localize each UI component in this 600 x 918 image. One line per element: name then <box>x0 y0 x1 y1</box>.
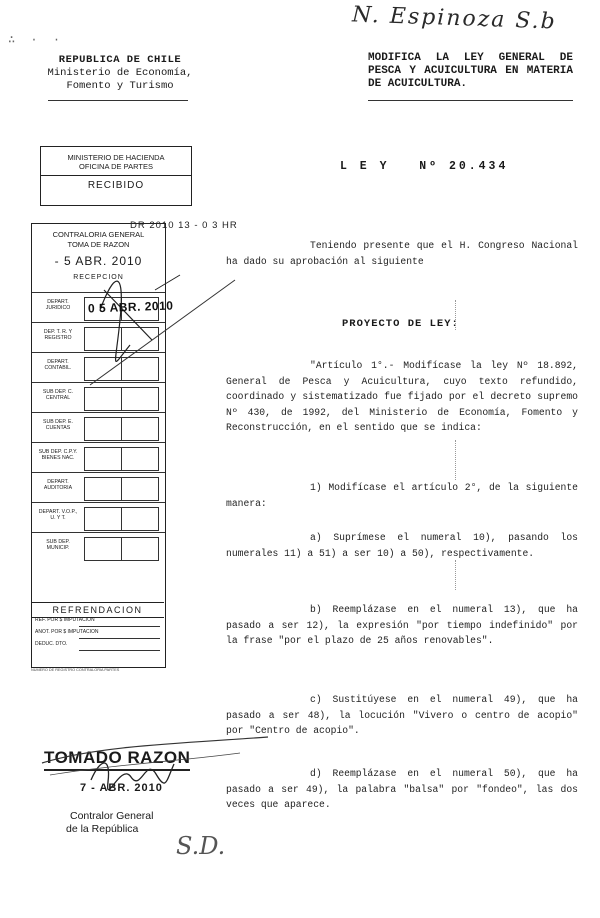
item-b: b) Reemplázase en el numeral 13), que ha pasado a ser 12), la expresión "por tiempo indefinido" por la frase "por el plazo de 25 años renovables". <box>226 604 578 646</box>
contraloria-row <box>32 532 165 563</box>
contraloria-title-line-1: CONTRALORIA GENERAL <box>52 230 145 239</box>
recepcion-label: RECEPCION <box>73 274 124 281</box>
header-left-rule <box>48 100 188 101</box>
refrendacion-line <box>31 642 164 654</box>
row-label: DEPART. AUDITORIA <box>43 479 73 492</box>
refrendacion-section <box>31 602 164 666</box>
header-issuer <box>40 54 200 93</box>
ministry-line-1: Ministerio de Economía, <box>47 67 193 79</box>
form-fineprint: NUMERO DE REGISTRO CONTRALORIA PARTES <box>31 668 120 672</box>
stamp-ministry: MINISTERIO DE HACIENDA <box>67 153 165 162</box>
item-1: 1) Modifícase el artículo 2°, de la siguiente manera: <box>226 482 578 509</box>
contraloria-title <box>32 230 165 250</box>
contraloria-date: - 5 ABR. 2010 <box>54 254 143 268</box>
handwritten-initials: S.D. <box>176 832 226 860</box>
row-label: DEPART. V.O.P., U. Y T. <box>38 509 78 522</box>
binding-dots <box>455 440 458 480</box>
binding-dots <box>455 560 458 590</box>
document-title: MODIFICA LA LEY GENERAL DE PESCA Y ACUICULTURA EN MATERIA DE ACUICULTURA. <box>368 52 573 90</box>
row-label: SUB DEP. C. CENTRAL <box>42 389 74 402</box>
proyecto-heading: PROYECTO DE LEY: <box>342 318 459 330</box>
row-label: SUB DEP. E. CUENTAS <box>43 419 73 432</box>
row-label: SUB DEP. MUNICIP. <box>46 539 70 552</box>
margin-marks: ∴ · · <box>8 33 65 47</box>
row-label: DEP. T. R. Y REGISTRO <box>43 329 73 342</box>
contralor-line-2: de la República <box>66 823 139 835</box>
contralor-line-1: Contralor General <box>70 810 154 822</box>
law-number-value: Nº 20.434 <box>419 160 509 173</box>
contraloria-time-stamp: DR 2010 13 - 0 3 HR <box>130 220 238 231</box>
tomado-razon-date: 7 - ABR. 2010 <box>80 782 163 794</box>
tomado-razon-stamp: TOMADO RAZON <box>44 748 190 771</box>
contraloria-row <box>32 502 165 533</box>
law-number <box>340 160 508 173</box>
handwritten-note: N. Espinoza S.b <box>351 2 558 35</box>
row-label: DEPART. CONTABIL. <box>44 359 72 372</box>
republic-label: REPUBLICA DE CHILE <box>58 54 182 66</box>
row-label: SUB DEP. C.P.Y. BIENES NAC. <box>38 449 78 462</box>
ministry-line-2: Fomento y Turismo <box>66 80 174 92</box>
stamp-received: RECIBIDO <box>87 180 145 191</box>
refrendacion-title: REFRENDACION <box>31 602 164 618</box>
item-c: c) Sustitúyese en el numeral 49), que ha pasado a ser 48), la locución "Vivero o centro de acopio" por "Centro de acopio". <box>226 694 578 736</box>
contraloria-row <box>32 412 165 443</box>
refrendacion-line-label: REF. POR $ IMPUTACION <box>35 617 95 623</box>
article-1: "Artículo 1°.- Modifícase la ley Nº 18.892, General de Pesca y Acuicultura, cuyo texto refundido, coordinado y sistematizado fue fijado por el decreto supremo Nº 430, de 1992, del Ministerio de Economía, Fomento y Reconstrucción, en el sentido que se indica: <box>226 360 578 433</box>
contraloria-row <box>32 472 165 503</box>
row-label: DEPART. JURIDICO <box>45 299 71 312</box>
recepcion-date-stamp: 0 5 ABR. 2010 <box>87 298 174 316</box>
contraloria-row <box>32 442 165 473</box>
law-label: L E Y <box>340 160 390 173</box>
item-a: a) Suprímese el numeral 10), pasando los numerales 11) a 51) a ser 10) a 50), respectivamente. <box>226 532 578 559</box>
intro-paragraph: Teniendo presente que el H. Congreso Nacional ha dado su aprobación al siguiente <box>226 240 578 267</box>
refrendacion-line-label: DEDUC. DTO. <box>35 641 68 647</box>
binding-dots <box>455 300 458 330</box>
hacienda-received-stamp <box>40 146 192 206</box>
header-right-rule <box>368 100 573 101</box>
stamp-office: OFICINA DE PARTES <box>79 162 153 171</box>
refrendacion-line-label: ANOT. POR $ IMPUTACION <box>35 629 99 635</box>
item-d: d) Reemplázase en el numeral 50), que ha pasado a ser 49), la palabra "balsa" por "fondeo", las dos veces que aparece. <box>226 768 578 810</box>
contraloria-title-line-2: TOMA DE RAZON <box>67 240 130 249</box>
